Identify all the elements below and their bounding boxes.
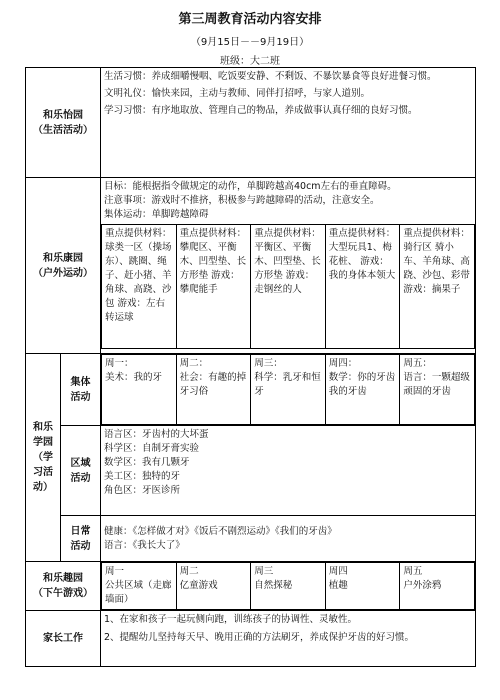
outdoor-notes: 注意事项：游戏时不推挤，积极参与跨越障碍的活动，注意安全。 [104,195,380,206]
parents-row [26,611,476,667]
day-content: 美术：我的牙 [105,372,163,383]
area-item: 角色区：牙医诊所 [104,485,181,496]
day-content: 植趣 [328,580,348,591]
outdoor-cell: 重点提供材料：大型玩具1、梅花桩、 游戏： 我的身体本领大 [325,225,400,349]
area-item: 科学区：自制牙膏实验 [104,443,200,454]
afternoon-day [176,563,251,610]
group-activity-label [61,354,101,426]
life-etiquette: 文明礼仪：愉快来园，主动与教师、同伴打招呼，与家人道别。 [104,88,371,99]
group-activity-day [325,355,400,425]
group-activity-content [101,354,476,426]
life-section-line2: （生活活动） [33,124,93,136]
group-activity-grid [101,354,475,425]
day-label: 周三： [254,358,283,369]
day-label: 周二： [179,358,209,369]
outdoor-row [26,178,476,354]
outdoor-section-label [26,178,101,354]
life-habit: 生活习惯：养成细嚼慢咽、吃饭要安静、不剩饭、不暴饮暴食等良好进餐习惯。 [104,71,437,82]
outdoor-section-line2: （户外运动） [33,267,93,279]
outdoor-cell: 重点提供材料：平衡区、平衡木、凹型垫、长方形垫 游戏：走钢丝的人 [251,225,326,349]
area-activity-label-2: 活动 [70,472,91,484]
daily-language: 语言：《我长大了》 [104,539,185,551]
group-activity-label-2: 活动 [70,391,91,403]
group-activity-day [176,355,251,425]
day-label: 周一 [105,566,125,577]
learning-section-line3: （学 [33,452,53,463]
day-content: 社会：有趣的掉牙习俗 [179,372,247,397]
day-content: 自然探秘 [254,580,293,591]
parents-item: 1、在家和孩子一起玩侧向跑，训练孩子的协调性、灵敏性。 [104,614,358,625]
daily-activity-label-1: 日常 [70,525,91,537]
parents-content [101,611,476,667]
day-content: 科学：乳牙和恒牙 [254,372,321,397]
outdoor-section-line1: 和乐康园 [43,252,83,264]
area-item: 数学区：我有几颗牙 [104,457,190,468]
afternoon-content [101,562,476,611]
learning-daily-row [26,516,476,562]
outdoor-goal: 目标：能根据指令做规定的动作，单脚跨越高40cm左右的垂直障碍。 [104,181,397,192]
area-activity-content [101,426,476,516]
afternoon-section-line1: 和乐趣园 [43,573,83,584]
life-section-line1: 和乐怡园 [43,109,83,121]
area-activity-label [61,426,101,516]
day-label: 周四： [328,358,358,369]
life-content [101,68,476,178]
outdoor-content [101,178,476,354]
daily-health: 健康：《怎样做才对》《饭后不剧烈运动》《我们的牙齿》 [104,525,337,537]
afternoon-day [102,563,177,610]
learning-section-line1: 和乐 [33,422,53,433]
learning-section-line5: 动） [33,482,53,493]
learning-group-row [26,354,476,426]
day-label: 周五： [403,358,432,369]
day-label: 周一： [105,358,134,369]
day-content: 公共区域（走廊墙面） [105,580,172,605]
day-content: 亿童游戏 [179,580,218,591]
daily-activity-content [101,516,476,562]
area-item: 语言区：牙齿村的大坏蛋 [104,429,209,440]
day-content: 户外涂鸦 [403,580,442,591]
outdoor-cell: 重点提供材料：骑行区 骑小车、羊角球、高跷、沙包、彩带 游戏：摘果子 [400,225,475,349]
life-section-label [26,68,101,178]
day-label: 周二 [179,566,199,577]
outdoor-cell: 重点提供材料：球类一区（操场东）、跳圈、绳子、赶小猪、羊角球、高跷、沙包 游戏：左右转运球 [102,225,177,349]
parents-item: 2、提醒幼儿坚持每天早、晚用正确的方法刷牙，养成保护牙齿的好习惯。 [104,632,415,643]
afternoon-section-label [26,562,101,611]
daily-activity-label-2: 活动 [70,540,91,552]
afternoon-section-line2: （下午游戏） [33,588,93,599]
date-range: （9月15日－－9月19日） [190,37,310,48]
day-label: 周四 [328,566,348,577]
daily-activity-label [61,516,101,562]
afternoon-grid [101,562,475,610]
day-content: 语言：一颗超级顽固的牙齿 [403,372,470,397]
area-activity-label-1: 区域 [70,457,91,469]
group-activity-day [102,355,177,425]
parents-section-label: 家长工作 [26,611,101,667]
day-label: 周五 [403,566,423,577]
learning-section-line4: 习活 [33,467,53,478]
outdoor-group: 集体运动：单脚跨越障碍 [104,209,209,220]
afternoon-day [325,563,400,610]
schedule-table [25,67,476,667]
afternoon-day [400,563,475,610]
learning-area-row [26,426,476,516]
afternoon-row [26,562,476,611]
area-item: 美工区：独特的牙 [104,471,181,482]
life-study: 学习习惯：有序地取放、管理自己的物品，养成做事认真仔细的良好习惯。 [104,105,418,116]
life-row [26,68,476,178]
afternoon-day [251,563,326,610]
outdoor-grid [101,224,475,349]
page-title: 第三周教育活动内容安排 [178,12,322,27]
group-activity-label-1: 集体 [70,376,91,388]
class-label: 班级：大二班 [220,56,280,67]
day-content: 数学：你的牙齿我的牙齿 [328,372,396,397]
day-label: 周三 [254,566,274,577]
learning-section-label [26,354,61,562]
outdoor-cell: 重点提供材料：攀爬区、平衡木、凹型垫、长方形垫 游戏：攀爬能手 [176,225,251,349]
learning-section-line2: 学园 [33,437,53,448]
group-activity-day [400,355,475,425]
group-activity-day [251,355,326,425]
